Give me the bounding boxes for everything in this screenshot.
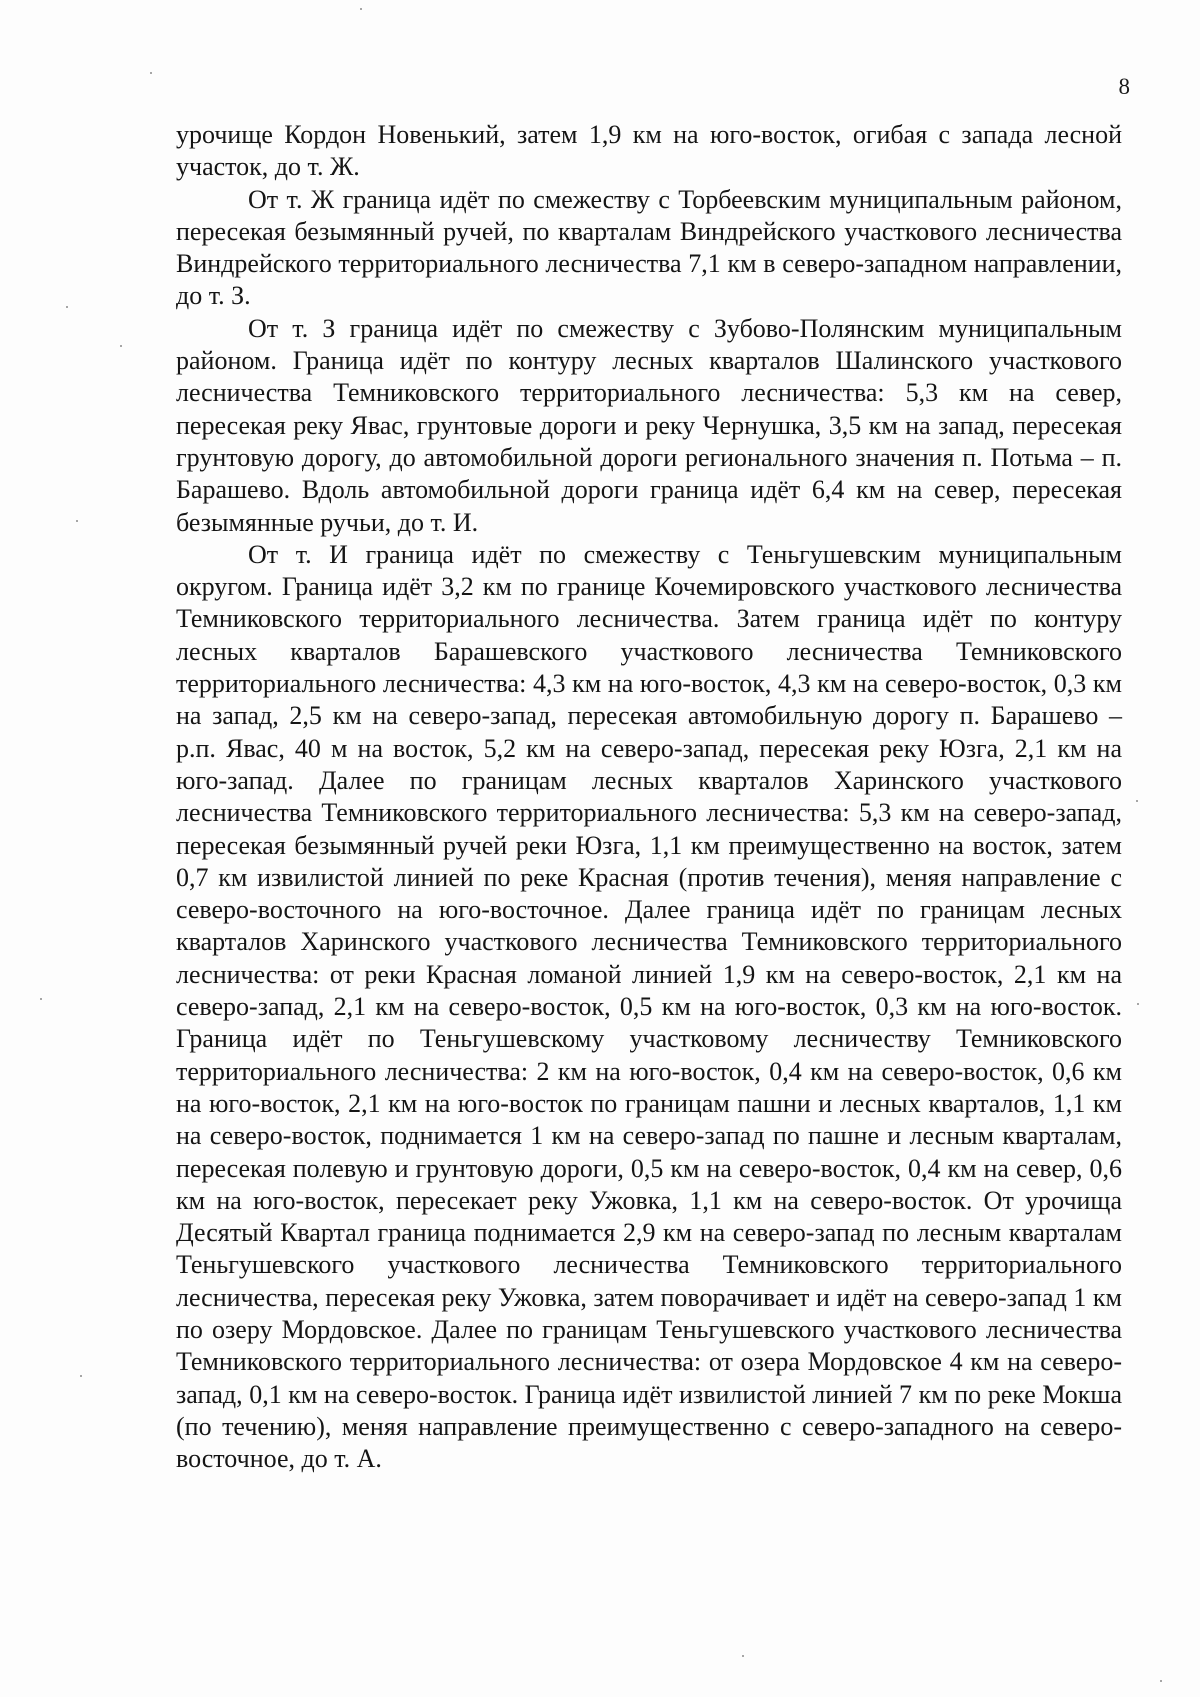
- scan-speck: [76, 520, 78, 522]
- paragraph-point-z: От т. З граница идёт по смежеству с Зубово-Полянским муниципальным районом. Граница идёт по контуру лесных кварталов Шалинского участкового лесничества Темниковского территориального лесничества: 5,3 км на север, пересекая реку Явас, грунтовые дороги и реку Чернушка, 3,5 км на запад, пересекая грунтовую дорогу, до автомобильной дороги регионального значения п. Потьма – п. Барашево. Вдоль автомобильной дороги граница идёт 6,4 км на север, пересекая безымянные ручьи, до т. И.: [176, 313, 1122, 537]
- page-number: 8: [1118, 74, 1130, 99]
- scan-speck: [360, 8, 362, 10]
- scan-speck: [1136, 800, 1138, 802]
- scan-speck: [150, 72, 152, 74]
- scan-speck: [742, 1655, 744, 1657]
- paragraph-point-i: От т. И граница идёт по смежеству с Теньгушевским муниципальным округом. Граница идёт 3,2 км по границе Кочемировского участкового лесничества Темниковского территориального лесничества. Затем граница идёт по контуру лесных кварталов Барашевского участкового лесничества Темниковского территориального лесничества: 4,3 км на юго-восток, 4,3 км на северо-восток, 0,3 км на запад, 2,5 км на северо-запад, пересекая автомобильную дорогу п. Барашево – р.п. Явас, 40 м на восток, 5,2 км на северо-запад, пересекая реку Юзга, 2,1 км на юго-запад. Далее по границам лесных кварталов Харинского участкового лесничества Темниковского территориального лесничества: 5,3 км на северо-запад, пересекая безымянный ручей реки Юзга, 1,1 км преимущественно на восток, затем 0,7 км извилистой линией по реке Красная (против течения), меняя направление с северо-восточного на юго-восточное. Далее граница идёт по границам лесных кварталов Харинского участкового лесничества Темниковского территориального лесничества: от реки Красная ломаной линией 1,9 км на северо-восток, 2,1 км на северо-запад, 2,1 км на северо-восток, 0,5 км на юго-восток, 0,3 км на юго-восток. Граница идёт по Теньгушевскому участковому лесничеству Темниковского территориального лесничества: 2 км на юго-восток, 0,4 км на северо-восток, 0,6 км на юго-восток, 2,1 км на юго-восток по границам пашни и лесных кварталов, 1,1 км на северо-восток, поднимается 1 км на северо-запад по пашне и лесным кварталам, пересекая полевую и грунтовую дороги, 0,5 км на северо-восток, 0,4 км на север, 0,6 км на юго-восток, пересекает реку Ужовка, 1,1 км на северо-восток. От урочища Десятый Квартал граница поднимается 2,9 км на северо-запад по лесным кварталам Теньгушевского участкового лесничества Темниковского территориального лесничества, пересекая реку Ужовка, затем поворачивает и идёт на северо-запад 1 км по озеру Мордовское. Далее по границам Теньгушевского участкового лесничества Темниковского территориального лесничества: от озера Мордовское 4 км на северо-запад, 0,1 км на северо-восток. Граница идёт извилистой линией 7 км по реке Мокша (по течению), меняя направление преимущественно с северо-западного на северо-восточное, до т. А.: [176, 539, 1122, 1474]
- paragraph-point-zh: От т. Ж граница идёт по смежеству с Торбеевским муниципальным районом, пересекая безымянный ручей, по кварталам Виндрейского участкового лесничества Виндрейского территориального лесничества 7,1 км в северо-западном направлении, до т. З.: [176, 184, 1122, 311]
- paragraph-continuation: урочище Кордон Новенький, затем 1,9 км на юго-восток, огибая с запада лесной участок, до т. Ж.: [176, 120, 1122, 182]
- scan-speck: [66, 306, 68, 308]
- scan-speck: [1160, 1680, 1162, 1682]
- scan-speck: [120, 345, 122, 347]
- document-body: [176, 119, 1122, 1475]
- scan-speck: [1137, 1003, 1139, 1005]
- scan-speck: [40, 998, 42, 1000]
- scan-speck: [80, 1375, 82, 1377]
